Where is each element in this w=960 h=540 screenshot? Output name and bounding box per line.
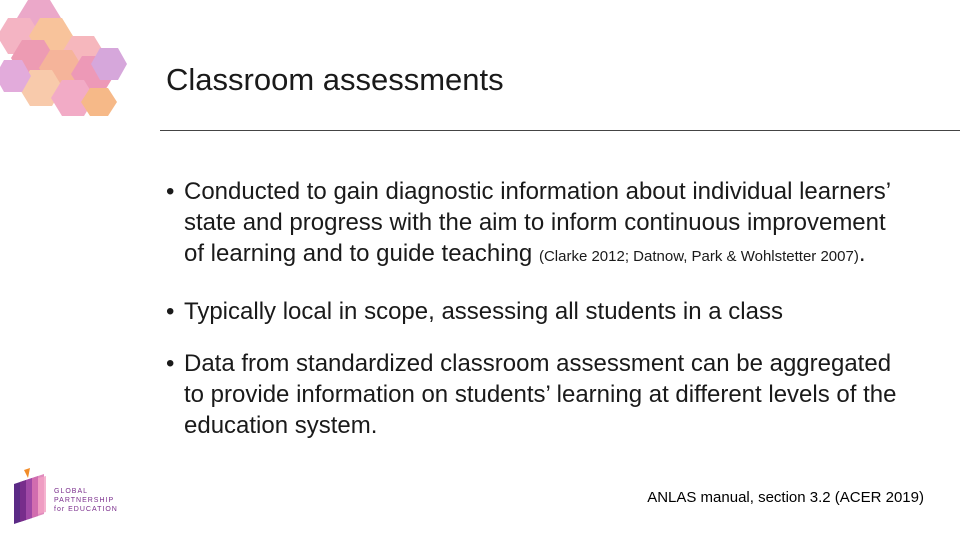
- logo-line: for EDUCATION: [54, 506, 118, 513]
- bullet-text: Typically local in scope, assessing all students in a class: [184, 298, 783, 325]
- bullet-symbol: •: [166, 178, 175, 205]
- gpe-logo-text: [54, 487, 118, 514]
- bullet-item: [166, 296, 906, 327]
- bullet-item: [166, 176, 906, 272]
- title-divider: [160, 130, 960, 131]
- bullet-period: .: [858, 240, 866, 267]
- gpe-logo: [10, 466, 130, 526]
- bullet-list: [166, 176, 906, 441]
- bullet-citation: (Clarke 2012; Datnow, Park & Wohlstetter 2007): [538, 248, 859, 265]
- bullet-symbol: •: [166, 350, 175, 377]
- hexagon-pattern-icon: [0, 0, 140, 120]
- book-stack-icon: [10, 466, 50, 526]
- bullet-text: Conducted to gain diagnostic information about individual learners’ state and progress with the aim to inform continuous improvement of learning and to guide teaching: [184, 178, 891, 267]
- bullet-item: [166, 348, 906, 441]
- bullet-text: Data from standardized classroom assessment can be aggregated to provide information on students’ learning at different levels of the education system.: [184, 350, 897, 439]
- bullet-symbol: •: [166, 298, 175, 325]
- logo-line: PARTNERSHIP: [54, 497, 115, 504]
- logo-line: GLOBAL: [54, 488, 89, 495]
- source-citation: ANLAS manual, section 3.2 (ACER 2019): [647, 489, 924, 506]
- slide-title: Classroom assessments: [166, 62, 504, 97]
